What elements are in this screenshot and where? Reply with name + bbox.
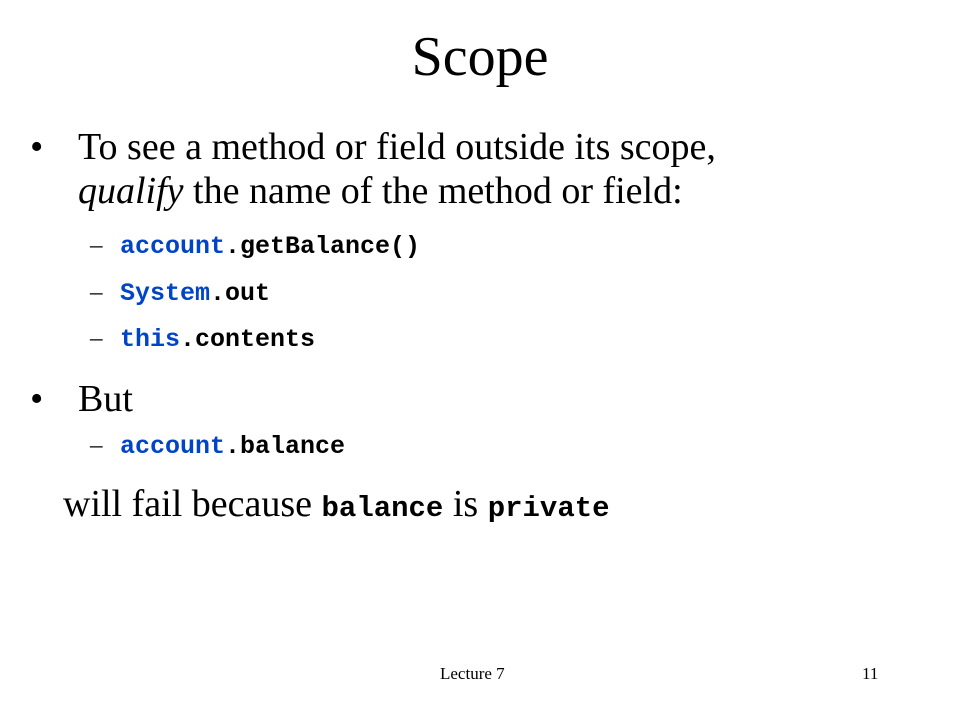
dash: – bbox=[90, 325, 103, 352]
code-suffix: .contents bbox=[180, 325, 316, 354]
dash: – bbox=[90, 232, 103, 259]
code-prefix: this bbox=[120, 325, 181, 354]
code-suffix: .getBalance() bbox=[225, 232, 421, 261]
sub-item-getbalance bbox=[90, 231, 420, 262]
note-text-1: will fail because bbox=[63, 483, 322, 525]
code-suffix: .out bbox=[210, 279, 271, 308]
dash: – bbox=[90, 432, 103, 459]
bullet-text: But bbox=[78, 378, 133, 420]
code-suffix: .balance bbox=[225, 432, 346, 461]
sub-item-system-out bbox=[90, 278, 270, 309]
emphasis-qualify: qualify bbox=[78, 170, 184, 212]
failure-note bbox=[63, 482, 610, 531]
bullet-text bbox=[78, 125, 716, 213]
footer-page-number: 11 bbox=[862, 664, 879, 683]
bullet-line-1: To see a method or field outside its scope, bbox=[78, 126, 716, 168]
note-code-balance: balance bbox=[321, 492, 444, 525]
dash: – bbox=[90, 279, 103, 306]
code-prefix: account bbox=[120, 432, 226, 461]
bullet-line-2 bbox=[78, 169, 716, 213]
bullet-dot: • bbox=[30, 126, 44, 168]
sub-item-account-balance bbox=[90, 431, 345, 462]
bullet-line-2-rest: the name of the method or field: bbox=[183, 170, 683, 212]
code-prefix: account bbox=[120, 232, 226, 261]
slide-title: Scope bbox=[411, 26, 549, 88]
note-code-private: private bbox=[487, 492, 610, 525]
footer-lecture: Lecture 7 bbox=[440, 664, 505, 683]
bullet-dot: • bbox=[30, 378, 44, 420]
sub-item-this-contents bbox=[90, 324, 315, 355]
code-prefix: System bbox=[120, 279, 211, 308]
note-text-2: is bbox=[443, 483, 488, 525]
